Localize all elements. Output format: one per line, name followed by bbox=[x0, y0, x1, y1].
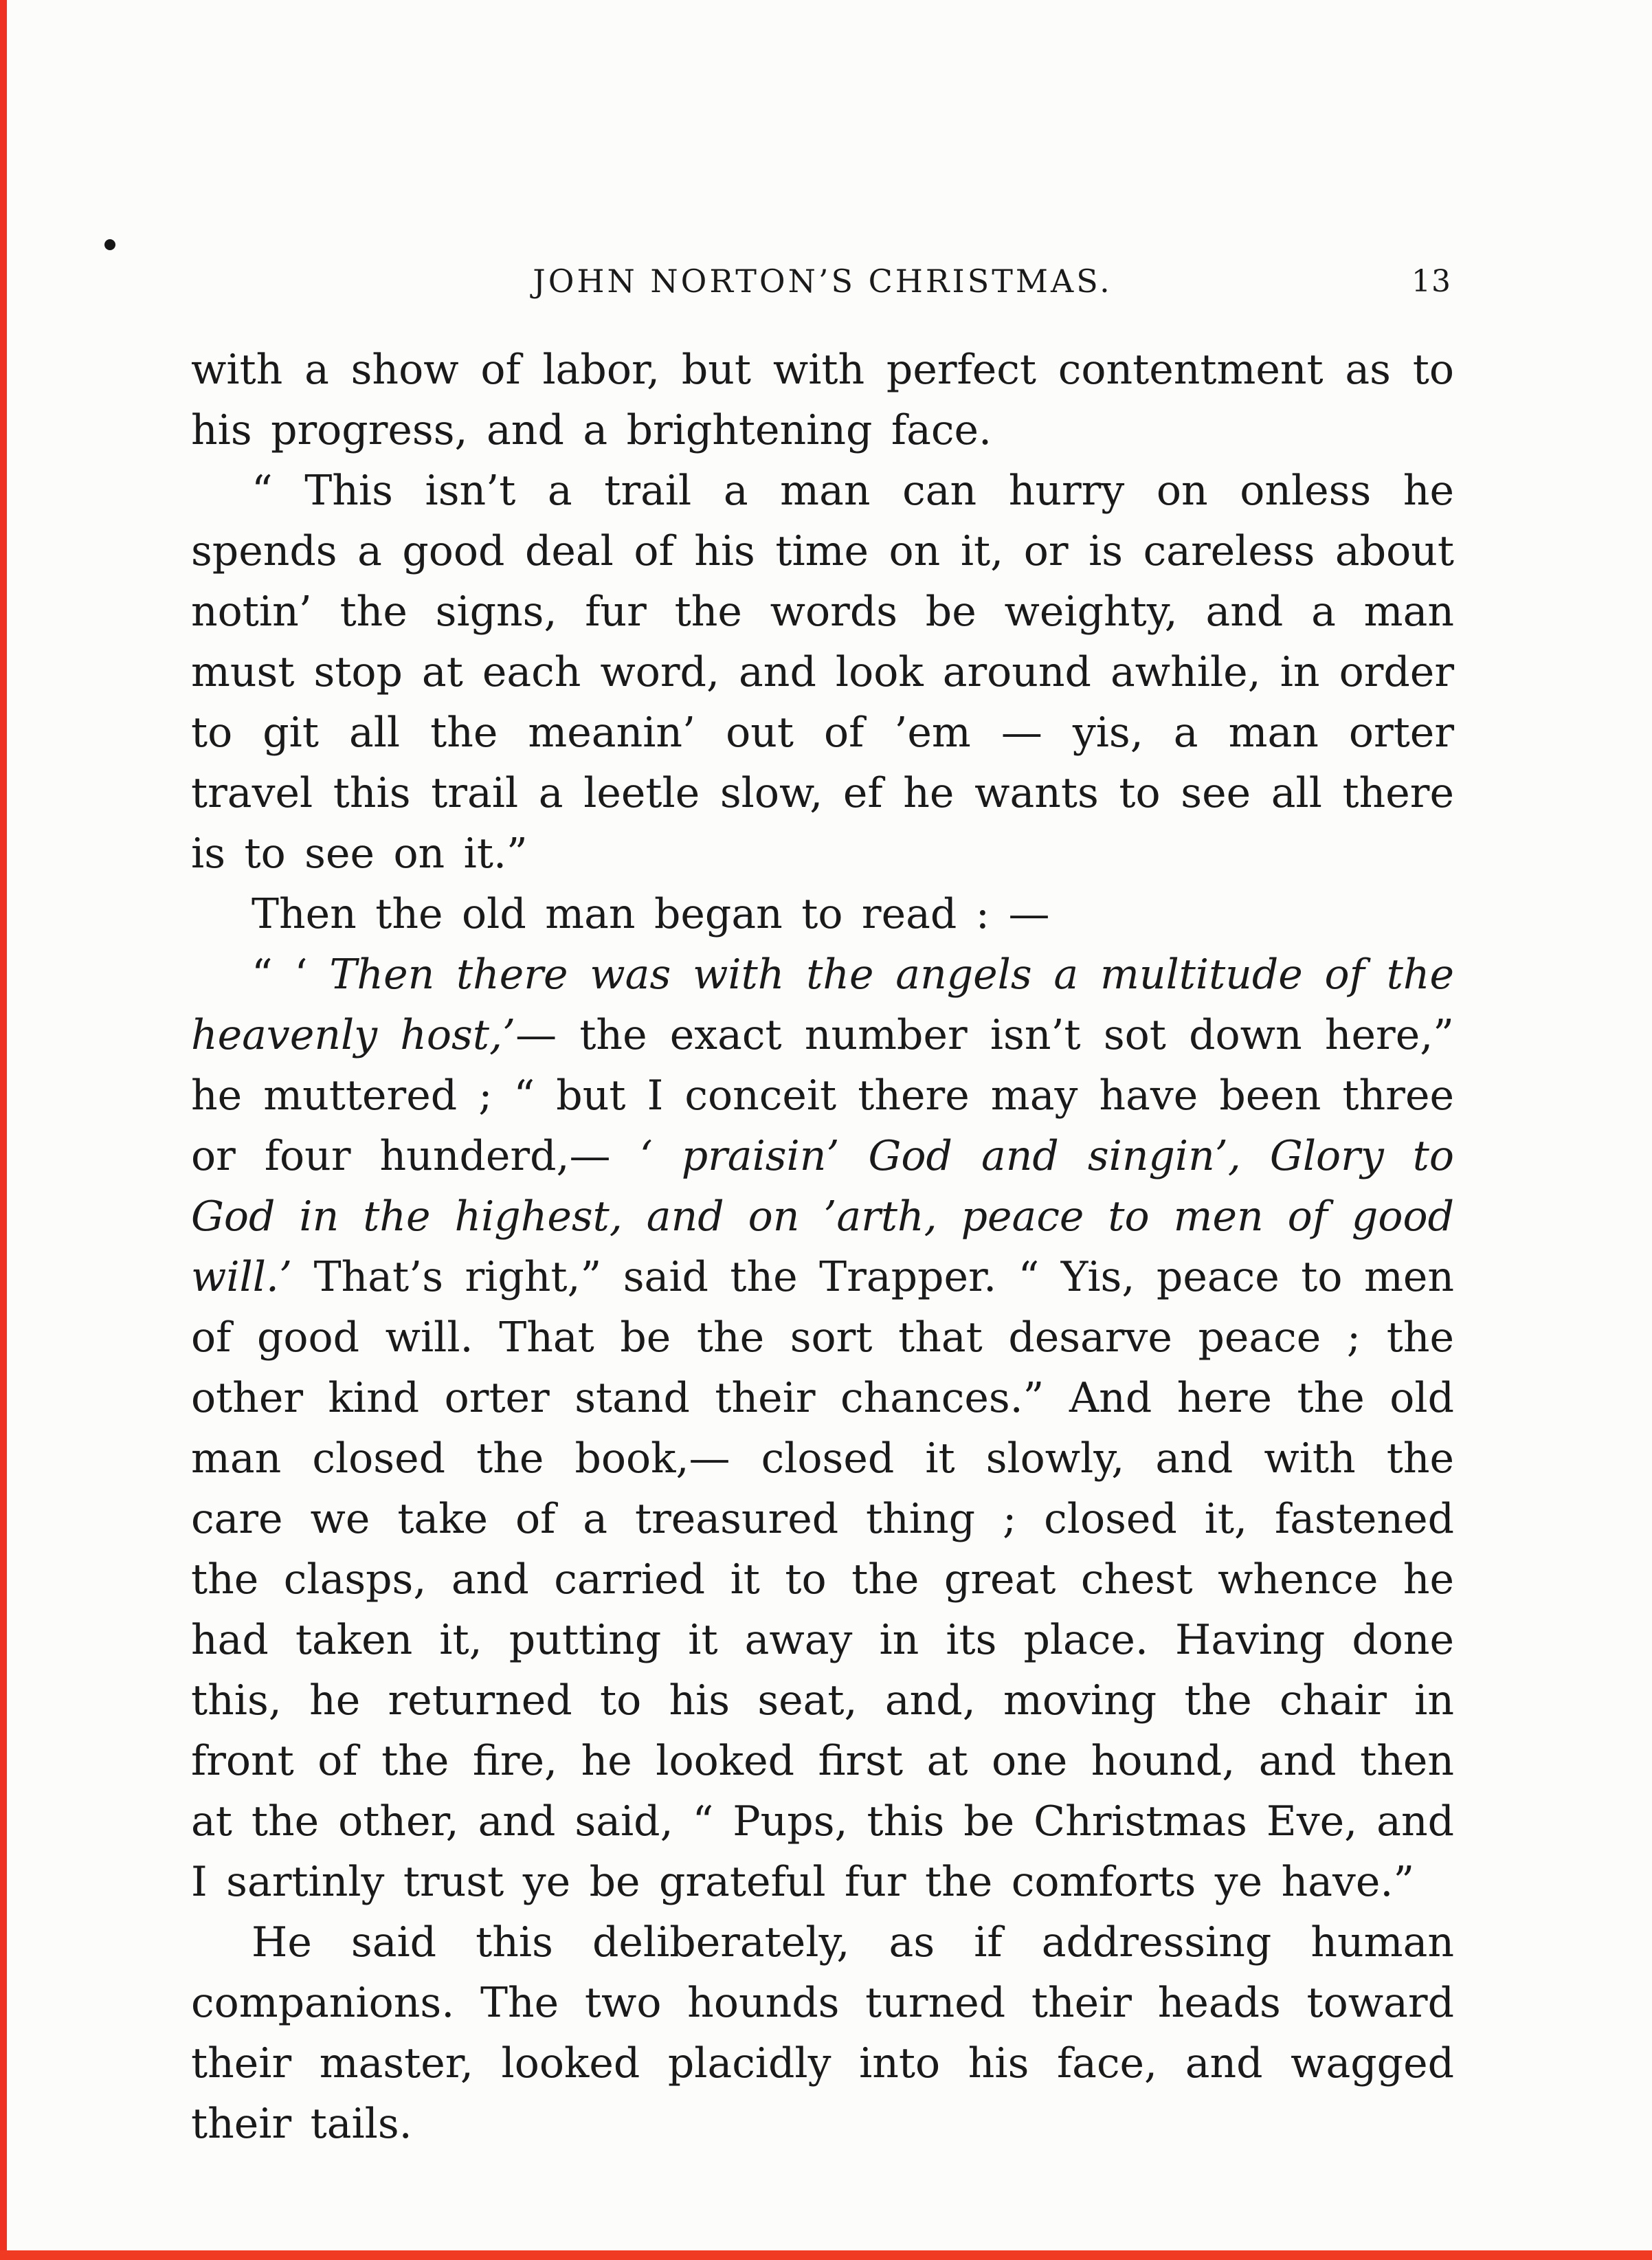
italic-text-run: Then there was with the angels a multitude of the heavenly host,’ bbox=[191, 951, 1454, 1059]
running-title: JOHN NORTON’S CHRISTMAS. bbox=[533, 263, 1113, 300]
text-run: “ This isn’t a trail a man can hurry on onless he spends a good deal of his time on it, or is careless about notin’ the signs, fur the words be weighty, and a man must stop at each word, and look around awhile, in order to git all the meanin’ out of ’em — yis, a man orter travel this trail a leetle slow, ef he wants to see all there is to see on it.” bbox=[191, 467, 1454, 878]
paragraph bbox=[191, 944, 1454, 1912]
ink-dot bbox=[104, 239, 115, 250]
paragraph bbox=[191, 884, 1454, 944]
bottom-edge-red-border bbox=[0, 2250, 1652, 2260]
text-run: “ ‘ bbox=[252, 951, 330, 999]
left-edge-red-border bbox=[0, 0, 7, 2260]
page-header bbox=[191, 263, 1454, 304]
paragraph bbox=[191, 340, 1454, 461]
page-body bbox=[191, 340, 1454, 2154]
italic-text-run: ‘ praisin’ God and singin’, Glory to God in the highest, and on ’arth, peace to men of good will.’ bbox=[191, 1132, 1454, 1301]
text-run: — the exact number isn’t sot down here,” he muttered ; “ but I conceit there may have been three or four hunderd,— bbox=[191, 1011, 1454, 1180]
page-number: 13 bbox=[1411, 264, 1451, 299]
text-run: Then the old man began to read : — bbox=[252, 890, 1050, 938]
text-run: with a show of labor, but with perfect contentment as to his progress, and a brightening face. bbox=[191, 346, 1454, 454]
page-content bbox=[191, 0, 1454, 2154]
paragraph bbox=[191, 461, 1454, 884]
paragraph bbox=[191, 1912, 1454, 2154]
text-run: That’s right,” said the Trapper. “ Yis, peace to men of good will. That be the sort that desarve peace ; the other kind orter stand their chances.” And here the old man closed the book,— closed it slowly, and with the care we take of a treasured thing ; closed it, fastened the clasps, and carried it to the great chest whence he had taken it, putting it away in its place. Having done this, he returned to his seat, and, moving the chair in front of the fire, he looked first at one hound, and then at the other, and said, “ Pups, this be Christmas Eve, and I sartinly trust ye be grateful fur the comforts ye have.” bbox=[191, 1253, 1454, 1906]
text-run: He said this deliberately, as if addressing human companions. The two hounds turned their heads toward their master, looked placidly into his face, and wagged their tails. bbox=[191, 1918, 1454, 2148]
